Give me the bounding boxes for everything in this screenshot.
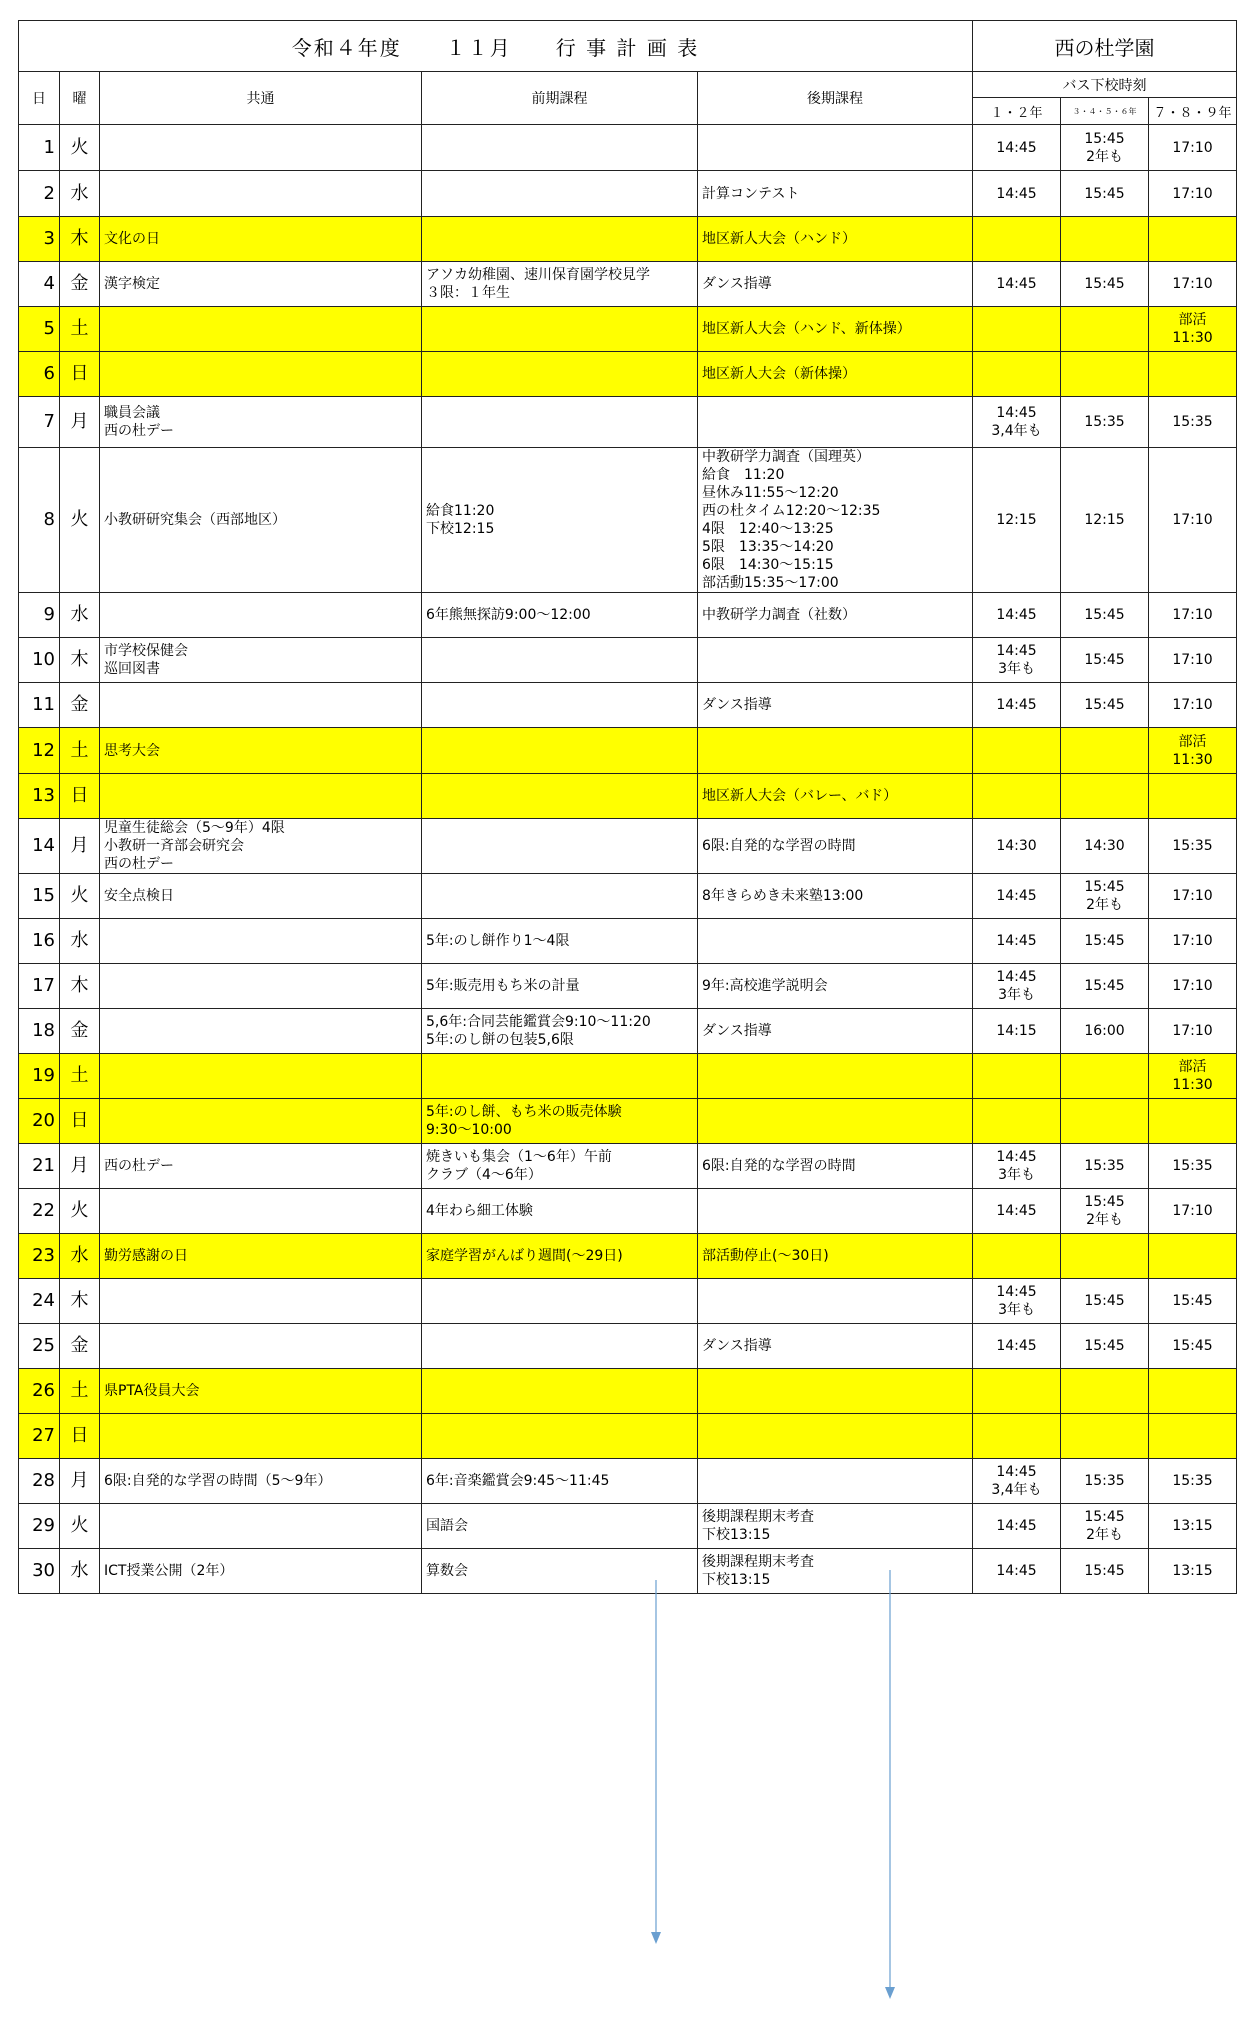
weekday-cell: 水 bbox=[60, 919, 100, 964]
day-cell: 26 bbox=[19, 1369, 60, 1414]
bus-g12-cell: 14:45 bbox=[973, 683, 1061, 728]
common-cell: 児童生徒総会（5～9年）4限 小教研一斉部会研究会 西の杜デー bbox=[100, 819, 422, 874]
late-course-cell bbox=[698, 397, 973, 448]
bus-g789-cell: 17:10 bbox=[1149, 171, 1237, 217]
common-cell bbox=[100, 774, 422, 819]
arrow-head-early bbox=[651, 1932, 661, 1944]
early-course-cell bbox=[422, 874, 698, 919]
late-course-cell bbox=[698, 1099, 973, 1144]
common-cell bbox=[100, 171, 422, 217]
bus-g12-cell bbox=[973, 1054, 1061, 1099]
schedule-body bbox=[19, 125, 1237, 1594]
common-cell bbox=[100, 1504, 422, 1549]
common-cell bbox=[100, 1324, 422, 1369]
early-course-cell: 5年:のし餅、もち米の販売体験 9:30～10:00 bbox=[422, 1099, 698, 1144]
early-course-cell: 5,6年:合同芸能鑑賞会9:10～11:20 5年:のし餅の包装5,6限 bbox=[422, 1009, 698, 1054]
schedule-row bbox=[19, 919, 1237, 964]
late-course-cell: 地区新人大会（新体操） bbox=[698, 352, 973, 397]
weekday-cell: 日 bbox=[60, 352, 100, 397]
weekday-cell: 火 bbox=[60, 125, 100, 171]
early-course-cell bbox=[422, 125, 698, 171]
late-course-cell: 地区新人大会（ハンド、新体操） bbox=[698, 307, 973, 352]
weekday-cell: 木 bbox=[60, 638, 100, 683]
weekday-cell: 水 bbox=[60, 1234, 100, 1279]
bus-g3456-cell bbox=[1061, 352, 1149, 397]
bus-g3456-cell: 15:45 bbox=[1061, 171, 1149, 217]
day-cell: 6 bbox=[19, 352, 60, 397]
common-cell bbox=[100, 125, 422, 171]
bus-g12-cell: 14:45 bbox=[973, 1324, 1061, 1369]
bus-g3456-cell: 15:45 bbox=[1061, 919, 1149, 964]
bus-g3456-cell: 15:35 bbox=[1061, 1459, 1149, 1504]
common-cell: 県PTA役員大会 bbox=[100, 1369, 422, 1414]
bus-g789-cell bbox=[1149, 1414, 1237, 1459]
bus-g12-cell: 14:45 bbox=[973, 171, 1061, 217]
bus-g789-cell: 17:10 bbox=[1149, 448, 1237, 593]
day-cell: 14 bbox=[19, 819, 60, 874]
schedule-row bbox=[19, 683, 1237, 728]
early-course-cell bbox=[422, 1369, 698, 1414]
late-course-cell bbox=[698, 638, 973, 683]
schedule-row bbox=[19, 125, 1237, 171]
common-cell bbox=[100, 919, 422, 964]
early-course-cell: 6年熊無探訪9:00～12:00 bbox=[422, 593, 698, 638]
late-course-cell bbox=[698, 1189, 973, 1234]
bus-g3456-cell: 15:45 bbox=[1061, 638, 1149, 683]
bus-g789-cell: 15:35 bbox=[1149, 1144, 1237, 1189]
schedule-row bbox=[19, 448, 1237, 593]
bus-g789-cell: 17:10 bbox=[1149, 919, 1237, 964]
early-course-cell bbox=[422, 1414, 698, 1459]
common-cell: 市学校保健会 巡回図書 bbox=[100, 638, 422, 683]
col-day-header: 日 bbox=[19, 72, 60, 125]
schedule-row bbox=[19, 593, 1237, 638]
weekday-cell: 火 bbox=[60, 1189, 100, 1234]
bus-g789-cell: 13:15 bbox=[1149, 1549, 1237, 1594]
day-cell: 8 bbox=[19, 448, 60, 593]
early-course-cell: 算数会 bbox=[422, 1549, 698, 1594]
weekday-cell: 月 bbox=[60, 819, 100, 874]
bus-g12-cell: 14:45 3,4年も bbox=[973, 1459, 1061, 1504]
common-cell bbox=[100, 1099, 422, 1144]
weekday-cell: 日 bbox=[60, 774, 100, 819]
bus-g12-cell bbox=[973, 728, 1061, 774]
day-cell: 25 bbox=[19, 1324, 60, 1369]
late-course-cell: 地区新人大会（ハンド） bbox=[698, 217, 973, 262]
weekday-cell: 土 bbox=[60, 728, 100, 774]
bus-g3456-cell: 15:45 2年も bbox=[1061, 125, 1149, 171]
schedule-row bbox=[19, 1054, 1237, 1099]
day-cell: 7 bbox=[19, 397, 60, 448]
late-course-cell: ダンス指導 bbox=[698, 262, 973, 307]
weekday-cell: 土 bbox=[60, 1054, 100, 1099]
bus-g789-cell: 部活 11:30 bbox=[1149, 307, 1237, 352]
early-course-cell bbox=[422, 307, 698, 352]
common-cell: 思考大会 bbox=[100, 728, 422, 774]
early-course-cell: 国語会 bbox=[422, 1504, 698, 1549]
day-cell: 13 bbox=[19, 774, 60, 819]
weekday-cell: 火 bbox=[60, 1504, 100, 1549]
header-row bbox=[19, 72, 1237, 98]
day-cell: 4 bbox=[19, 262, 60, 307]
late-course-cell: 地区新人大会（バレー、バド） bbox=[698, 774, 973, 819]
common-cell bbox=[100, 1189, 422, 1234]
bus-g12-cell bbox=[973, 1414, 1061, 1459]
bus-g12-cell bbox=[973, 1369, 1061, 1414]
common-cell: 漢字検定 bbox=[100, 262, 422, 307]
early-course-cell bbox=[422, 638, 698, 683]
bus-g3456-cell: 15:45 bbox=[1061, 1549, 1149, 1594]
bus-g789-cell bbox=[1149, 1369, 1237, 1414]
bus-g12-cell: 14:45 3,4年も bbox=[973, 397, 1061, 448]
early-course-cell: 4年わら細工体験 bbox=[422, 1189, 698, 1234]
early-course-cell bbox=[422, 1279, 698, 1324]
early-course-cell: 5年:販売用もち米の計量 bbox=[422, 964, 698, 1009]
bus-g789-cell: 17:10 bbox=[1149, 125, 1237, 171]
late-course-cell: ダンス指導 bbox=[698, 1009, 973, 1054]
schedule-row bbox=[19, 1324, 1237, 1369]
bus-g12-cell: 14:45 3年も bbox=[973, 964, 1061, 1009]
day-cell: 22 bbox=[19, 1189, 60, 1234]
day-cell: 18 bbox=[19, 1009, 60, 1054]
bus-g12-cell: 14:45 3年も bbox=[973, 1144, 1061, 1189]
schedule-row bbox=[19, 1234, 1237, 1279]
early-course-cell bbox=[422, 1324, 698, 1369]
late-course-cell bbox=[698, 1414, 973, 1459]
common-cell bbox=[100, 1279, 422, 1324]
common-cell: 6限:自発的な学習の時間（5～9年） bbox=[100, 1459, 422, 1504]
late-course-cell: 中教研学力調査（国理英） 給食 11:20 昼休み11:55～12:20 西の杜タイム12:20～12:35 4限 12:40～13:25 5限 13:35～14:20 6限 14:30～15:15 部活動15:35～17:00 bbox=[698, 448, 973, 593]
bus-g3456-cell bbox=[1061, 1414, 1149, 1459]
schedule-row bbox=[19, 352, 1237, 397]
bus-g789-cell: 13:15 bbox=[1149, 1504, 1237, 1549]
common-cell: 小教研研究集会（西部地区） bbox=[100, 448, 422, 593]
bus-g3456-cell: 16:00 bbox=[1061, 1009, 1149, 1054]
late-course-cell: 計算コンテスト bbox=[698, 171, 973, 217]
bus-g3456-cell bbox=[1061, 1099, 1149, 1144]
bus-g3456-cell bbox=[1061, 1054, 1149, 1099]
bus-g789-cell bbox=[1149, 352, 1237, 397]
schedule-row bbox=[19, 728, 1237, 774]
weekday-cell: 金 bbox=[60, 1324, 100, 1369]
bus-g3456-cell: 15:45 bbox=[1061, 683, 1149, 728]
bus-g3456-cell bbox=[1061, 728, 1149, 774]
bus-g789-cell: 15:45 bbox=[1149, 1279, 1237, 1324]
day-cell: 16 bbox=[19, 919, 60, 964]
common-cell: ICT授業公開（2年） bbox=[100, 1549, 422, 1594]
bus-g3456-cell: 15:45 2年も bbox=[1061, 1504, 1149, 1549]
day-cell: 24 bbox=[19, 1279, 60, 1324]
weekday-cell: 土 bbox=[60, 307, 100, 352]
bus-g3456-cell: 15:45 bbox=[1061, 593, 1149, 638]
bus-g3456-header: ３・４・５・６年 bbox=[1061, 98, 1149, 125]
late-course-cell bbox=[698, 1054, 973, 1099]
bus-g789-cell: 15:35 bbox=[1149, 819, 1237, 874]
col-early-header: 前期課程 bbox=[422, 72, 698, 125]
weekday-cell: 金 bbox=[60, 262, 100, 307]
weekday-cell: 月 bbox=[60, 1144, 100, 1189]
late-course-cell bbox=[698, 125, 973, 171]
schedule-row bbox=[19, 1504, 1237, 1549]
schedule-row bbox=[19, 819, 1237, 874]
bus-g12-cell bbox=[973, 774, 1061, 819]
bus-g12-cell: 14:45 bbox=[973, 125, 1061, 171]
late-course-cell: 後期課程期末考査 下校13:15 bbox=[698, 1504, 973, 1549]
common-cell: 西の杜デー bbox=[100, 1144, 422, 1189]
bus-g3456-cell bbox=[1061, 1234, 1149, 1279]
schedule-row bbox=[19, 307, 1237, 352]
schedule-row bbox=[19, 1549, 1237, 1594]
arrow-head-late bbox=[885, 1987, 895, 1999]
late-course-cell: 8年きらめき未来塾13:00 bbox=[698, 874, 973, 919]
bus-g12-cell bbox=[973, 1099, 1061, 1144]
bus-g789-cell: 17:10 bbox=[1149, 964, 1237, 1009]
late-course-cell: 9年:高校進学説明会 bbox=[698, 964, 973, 1009]
bus-g789-cell: 17:10 bbox=[1149, 593, 1237, 638]
late-course-cell: 部活動停止(～30日) bbox=[698, 1234, 973, 1279]
late-course-cell: 6限:自発的な学習の時間 bbox=[698, 1144, 973, 1189]
col-common-header: 共通 bbox=[100, 72, 422, 125]
school-name: 西の杜学園 bbox=[973, 21, 1237, 72]
common-cell: 勤労感謝の日 bbox=[100, 1234, 422, 1279]
schedule-row bbox=[19, 1189, 1237, 1234]
bus-g3456-cell: 15:45 bbox=[1061, 262, 1149, 307]
day-cell: 17 bbox=[19, 964, 60, 1009]
schedule-row bbox=[19, 397, 1237, 448]
early-course-cell: アソカ幼稚園、速川保育園学校見学 ３限：１年生 bbox=[422, 262, 698, 307]
schedule-row bbox=[19, 638, 1237, 683]
common-cell bbox=[100, 593, 422, 638]
day-cell: 9 bbox=[19, 593, 60, 638]
schedule-row bbox=[19, 262, 1237, 307]
day-cell: 30 bbox=[19, 1549, 60, 1594]
early-course-cell bbox=[422, 352, 698, 397]
common-cell bbox=[100, 964, 422, 1009]
weekday-cell: 金 bbox=[60, 683, 100, 728]
bus-g789-cell: 17:10 bbox=[1149, 638, 1237, 683]
bus-g12-cell: 14:45 bbox=[973, 874, 1061, 919]
bus-g789-cell: 17:10 bbox=[1149, 1009, 1237, 1054]
bus-g3456-cell bbox=[1061, 307, 1149, 352]
bus-g12-cell bbox=[973, 217, 1061, 262]
common-cell bbox=[100, 352, 422, 397]
schedule-row bbox=[19, 1279, 1237, 1324]
early-course-cell bbox=[422, 397, 698, 448]
late-course-cell bbox=[698, 1369, 973, 1414]
bus-g3456-cell: 14:30 bbox=[1061, 819, 1149, 874]
bus-g789-header: ７・８・９年 bbox=[1149, 98, 1237, 125]
bus-g3456-cell bbox=[1061, 217, 1149, 262]
early-course-cell: 焼きいも集会（1～6年）午前 クラブ（4～6年） bbox=[422, 1144, 698, 1189]
day-cell: 11 bbox=[19, 683, 60, 728]
common-cell bbox=[100, 1009, 422, 1054]
bus-g789-cell: 17:10 bbox=[1149, 683, 1237, 728]
weekday-cell: 金 bbox=[60, 1009, 100, 1054]
bus-g3456-cell: 15:45 bbox=[1061, 964, 1149, 1009]
day-cell: 12 bbox=[19, 728, 60, 774]
bus-g789-cell: 17:10 bbox=[1149, 1189, 1237, 1234]
late-course-cell: ダンス指導 bbox=[698, 1324, 973, 1369]
day-cell: 10 bbox=[19, 638, 60, 683]
bus-g789-cell: 17:10 bbox=[1149, 874, 1237, 919]
bus-g3456-cell bbox=[1061, 1369, 1149, 1414]
schedule-row bbox=[19, 1369, 1237, 1414]
early-course-cell: 家庭学習がんばり週間(～29日) bbox=[422, 1234, 698, 1279]
schedule-row bbox=[19, 1099, 1237, 1144]
common-cell bbox=[100, 683, 422, 728]
bus-g12-cell: 14:45 bbox=[973, 1549, 1061, 1594]
schedule-row bbox=[19, 1144, 1237, 1189]
bus-g12-header: １・２年 bbox=[973, 98, 1061, 125]
schedule-row bbox=[19, 1459, 1237, 1504]
page-title: 令和４年度 １１月 行 事 計 画 表 bbox=[19, 21, 973, 72]
common-cell: 職員会議 西の杜デー bbox=[100, 397, 422, 448]
schedule-row bbox=[19, 1414, 1237, 1459]
early-course-cell: 給食11:20 下校12:15 bbox=[422, 448, 698, 593]
bus-g12-cell: 14:45 bbox=[973, 919, 1061, 964]
day-cell: 3 bbox=[19, 217, 60, 262]
bus-g3456-cell bbox=[1061, 774, 1149, 819]
col-bus-header: バス下校時刻 bbox=[973, 72, 1237, 98]
schedule-row bbox=[19, 171, 1237, 217]
schedule-row bbox=[19, 874, 1237, 919]
bus-g789-cell: 部活 11:30 bbox=[1149, 1054, 1237, 1099]
day-cell: 5 bbox=[19, 307, 60, 352]
weekday-cell: 水 bbox=[60, 171, 100, 217]
bus-g12-cell: 12:15 bbox=[973, 448, 1061, 593]
day-cell: 2 bbox=[19, 171, 60, 217]
weekday-cell: 火 bbox=[60, 874, 100, 919]
bus-g12-cell bbox=[973, 1234, 1061, 1279]
weekday-cell: 火 bbox=[60, 448, 100, 593]
early-course-cell bbox=[422, 774, 698, 819]
col-late-header: 後期課程 bbox=[698, 72, 973, 125]
weekday-cell: 水 bbox=[60, 593, 100, 638]
day-cell: 27 bbox=[19, 1414, 60, 1459]
weekday-cell: 木 bbox=[60, 1279, 100, 1324]
day-cell: 21 bbox=[19, 1144, 60, 1189]
schedule-table bbox=[18, 20, 1237, 1594]
bus-g3456-cell: 15:35 bbox=[1061, 1144, 1149, 1189]
bus-g789-cell: 15:35 bbox=[1149, 1459, 1237, 1504]
title-row bbox=[19, 21, 1237, 72]
bus-g3456-cell: 15:45 bbox=[1061, 1324, 1149, 1369]
bus-g3456-cell: 15:45 2年も bbox=[1061, 874, 1149, 919]
bus-g3456-cell: 15:35 bbox=[1061, 397, 1149, 448]
late-course-cell: 後期課程期末考査 下校13:15 bbox=[698, 1549, 973, 1594]
weekday-cell: 日 bbox=[60, 1414, 100, 1459]
early-course-cell bbox=[422, 728, 698, 774]
common-cell bbox=[100, 307, 422, 352]
schedule-sheet bbox=[18, 20, 1236, 1594]
weekday-cell: 木 bbox=[60, 217, 100, 262]
early-course-cell bbox=[422, 217, 698, 262]
late-course-cell bbox=[698, 919, 973, 964]
bus-g12-cell: 14:45 bbox=[973, 1189, 1061, 1234]
bus-g12-cell bbox=[973, 352, 1061, 397]
late-course-cell: 6限:自発的な学習の時間 bbox=[698, 819, 973, 874]
schedule-row bbox=[19, 217, 1237, 262]
early-course-cell bbox=[422, 683, 698, 728]
bus-g789-cell: 15:35 bbox=[1149, 397, 1237, 448]
schedule-row bbox=[19, 774, 1237, 819]
bus-g12-cell: 14:30 bbox=[973, 819, 1061, 874]
bus-g12-cell: 14:45 3年も bbox=[973, 1279, 1061, 1324]
bus-g789-cell bbox=[1149, 774, 1237, 819]
bus-g12-cell: 14:45 bbox=[973, 593, 1061, 638]
common-cell: 文化の日 bbox=[100, 217, 422, 262]
early-course-cell bbox=[422, 819, 698, 874]
bus-g789-cell bbox=[1149, 1099, 1237, 1144]
day-cell: 19 bbox=[19, 1054, 60, 1099]
early-course-cell: 5年:のし餅作り1～4限 bbox=[422, 919, 698, 964]
common-cell bbox=[100, 1054, 422, 1099]
bus-g789-cell: 部活 11:30 bbox=[1149, 728, 1237, 774]
bus-g12-cell bbox=[973, 307, 1061, 352]
col-weekday-header: 曜 bbox=[60, 72, 100, 125]
bus-g3456-cell: 12:15 bbox=[1061, 448, 1149, 593]
day-cell: 29 bbox=[19, 1504, 60, 1549]
day-cell: 28 bbox=[19, 1459, 60, 1504]
common-cell: 安全点検日 bbox=[100, 874, 422, 919]
late-course-cell bbox=[698, 1459, 973, 1504]
weekday-cell: 月 bbox=[60, 397, 100, 448]
day-cell: 23 bbox=[19, 1234, 60, 1279]
bus-g789-cell: 15:45 bbox=[1149, 1324, 1237, 1369]
early-course-cell bbox=[422, 1054, 698, 1099]
late-course-cell: ダンス指導 bbox=[698, 683, 973, 728]
day-cell: 20 bbox=[19, 1099, 60, 1144]
weekday-cell: 土 bbox=[60, 1369, 100, 1414]
weekday-cell: 木 bbox=[60, 964, 100, 1009]
late-course-cell bbox=[698, 1279, 973, 1324]
bus-g789-cell bbox=[1149, 217, 1237, 262]
bus-g789-cell: 17:10 bbox=[1149, 262, 1237, 307]
early-course-cell: 6年:音楽鑑賞会9:45～11:45 bbox=[422, 1459, 698, 1504]
day-cell: 1 bbox=[19, 125, 60, 171]
bus-g12-cell: 14:15 bbox=[973, 1009, 1061, 1054]
bus-g12-cell: 14:45 bbox=[973, 1504, 1061, 1549]
late-course-cell bbox=[698, 728, 973, 774]
bus-g789-cell bbox=[1149, 1234, 1237, 1279]
day-cell: 15 bbox=[19, 874, 60, 919]
late-course-cell: 中教研学力調査（社数） bbox=[698, 593, 973, 638]
weekday-cell: 月 bbox=[60, 1459, 100, 1504]
schedule-row bbox=[19, 1009, 1237, 1054]
bus-g12-cell: 14:45 3年も bbox=[973, 638, 1061, 683]
common-cell bbox=[100, 1414, 422, 1459]
early-course-cell bbox=[422, 171, 698, 217]
weekday-cell: 水 bbox=[60, 1549, 100, 1594]
schedule-row bbox=[19, 964, 1237, 1009]
bus-g3456-cell: 15:45 2年も bbox=[1061, 1189, 1149, 1234]
weekday-cell: 日 bbox=[60, 1099, 100, 1144]
bus-g12-cell: 14:45 bbox=[973, 262, 1061, 307]
bus-g3456-cell: 15:45 bbox=[1061, 1279, 1149, 1324]
